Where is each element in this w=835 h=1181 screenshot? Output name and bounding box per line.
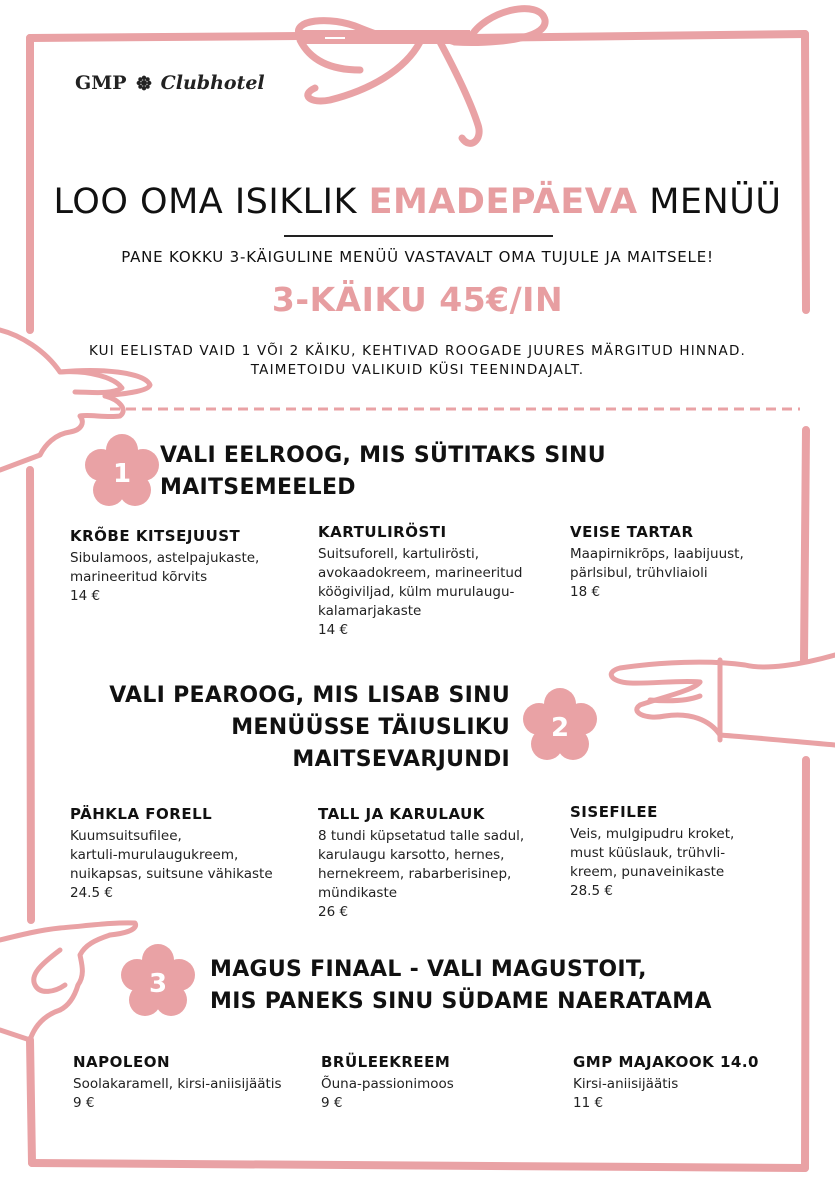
- item-name: VEISE TARTAR: [570, 523, 694, 541]
- item-name: KARTULIRÖSTI: [318, 523, 447, 541]
- menu-item: [318, 523, 548, 640]
- item-price: 14 €: [70, 588, 101, 604]
- item-description-line: Kuumsuitsufilee,: [70, 828, 182, 844]
- menu-item: [73, 1053, 303, 1113]
- item-description-line: Sibulamoos, astelpajukaste,: [70, 550, 260, 566]
- section-3-number: 3: [148, 969, 168, 999]
- title-accent: EMADEPÄEVA: [368, 182, 638, 222]
- item-price: 18 €: [570, 584, 601, 600]
- item-description-line: kartuli-murulaugukreem,: [70, 847, 239, 863]
- section-1-heading: [160, 440, 606, 504]
- item-name: KRÕBE KITSEJUUST: [70, 527, 241, 545]
- item-name: PÄHKLA FORELL: [70, 805, 213, 823]
- section-3-flower-icon: [118, 942, 198, 1022]
- page-title: [0, 182, 835, 222]
- section-2-heading-line-2: MENÜÜSSE TÄIUSLIKU: [231, 715, 510, 740]
- note-line-2: TAIMETOIDU VALIKUID KÜSI TEENINDAJALT.: [250, 362, 585, 378]
- item-name: GMP MAJAKOOK 14.0: [573, 1053, 759, 1071]
- item-description-line: Maapirnikrõps, laabijuust,: [570, 546, 744, 562]
- item-description-line: kreem, punaveinikaste: [570, 864, 725, 880]
- item-price: 9 €: [73, 1095, 95, 1111]
- menu-item: [318, 805, 548, 922]
- section-2-number: 2: [550, 713, 570, 743]
- item-description-line: 8 tundi küpsetatud talle sadul,: [318, 828, 525, 844]
- price-note: [0, 342, 835, 380]
- item-name: SISEFILEE: [570, 803, 658, 821]
- item-description-line: kalamarjakaste: [318, 603, 422, 619]
- item-name: BRÜLEEKREEM: [321, 1053, 451, 1071]
- item-price: 24.5 €: [70, 885, 113, 901]
- item-description-line: nuikapsas, suitsune vähikaste: [70, 866, 273, 882]
- title-suffix: MENÜÜ: [637, 182, 782, 222]
- section-1-heading-line-1: VALI EELROOG, MIS SÜTITAKS SINU: [160, 443, 606, 468]
- subtitle: PANE KOKKU 3-KÄIGULINE MENÜÜ VASTAVALT OMA TUJULE JA MAITSELE!: [121, 248, 714, 266]
- menu-item: [570, 523, 800, 602]
- item-description-line: hernekreem, rabarberisinep,: [318, 866, 512, 882]
- item-price: 9 €: [321, 1095, 343, 1111]
- menu-item: [321, 1053, 551, 1113]
- section-2-heading: [60, 680, 510, 776]
- section-1-number: 1: [112, 459, 132, 489]
- item-description-line: Kirsi-aniisijäätis: [573, 1076, 679, 1092]
- item-description-line: Veis, mulgipudru kroket,: [570, 826, 735, 842]
- item-name: TALL JA KARULAUK: [318, 805, 485, 823]
- brand-logo: [75, 72, 265, 94]
- item-description-line: Õuna-passionimoos: [321, 1076, 454, 1092]
- item-price: 28.5 €: [570, 883, 613, 899]
- item-description-line: mündikaste: [318, 885, 398, 901]
- menu-item: [573, 1053, 803, 1113]
- section-3-heading-line-2: MIS PANEKS SINU SÜDAME NAERATAMA: [210, 989, 712, 1014]
- section-2-flower-icon: [520, 686, 600, 766]
- item-price: 11 €: [573, 1095, 604, 1111]
- section-3-heading-line-1: MAGUS FINAAL - VALI MAGUSTOIT,: [210, 957, 647, 982]
- item-description-line: avokaadokreem, marineeritud: [318, 565, 523, 581]
- section-1-flower-icon: [82, 432, 162, 512]
- section-3-heading: [210, 954, 712, 1018]
- menu-item: [70, 527, 300, 606]
- menu-price: 3-KÄIKU 45€/IN: [271, 280, 564, 319]
- note-line-1: KUI EELISTAD VAID 1 VÕI 2 KÄIKU, KEHTIVAD ROOGADE JUURES MÄRGITUD HINNAD.: [88, 343, 747, 359]
- logo-gmp: GMP: [75, 72, 127, 94]
- item-description-line: pärlsibul, trühvliaioli: [570, 565, 708, 581]
- item-description-line: köögiviljad, külm murulaugu-: [318, 584, 515, 600]
- item-description-line: Suitsuforell, kartulirösti,: [318, 546, 480, 562]
- flower-icon: [136, 75, 152, 91]
- item-name: NAPOLEON: [73, 1053, 171, 1071]
- section-2-heading-line-1: VALI PEAROOG, MIS LISAB SINU: [109, 683, 510, 708]
- section-2-heading-line-3: MAITSEVARJUNDI: [292, 747, 510, 772]
- item-description-line: must küüslauk, trühvli-: [570, 845, 726, 861]
- item-description-line: karulaugu karsotto, hernes,: [318, 847, 505, 863]
- item-description-line: marineeritud kõrvits: [70, 569, 208, 585]
- section-1-heading-line-2: MAITSEMEELED: [160, 475, 356, 500]
- title-underline: [284, 235, 553, 237]
- item-description-line: Soolakaramell, kirsi-aniisijäätis: [73, 1076, 282, 1092]
- item-price: 26 €: [318, 904, 349, 920]
- menu-item: [570, 803, 800, 901]
- item-price: 14 €: [318, 622, 349, 638]
- title-prefix: LOO OMA ISIKLIK: [53, 182, 369, 222]
- logo-clubhotel: Clubhotel: [160, 72, 265, 94]
- menu-item: [70, 805, 300, 903]
